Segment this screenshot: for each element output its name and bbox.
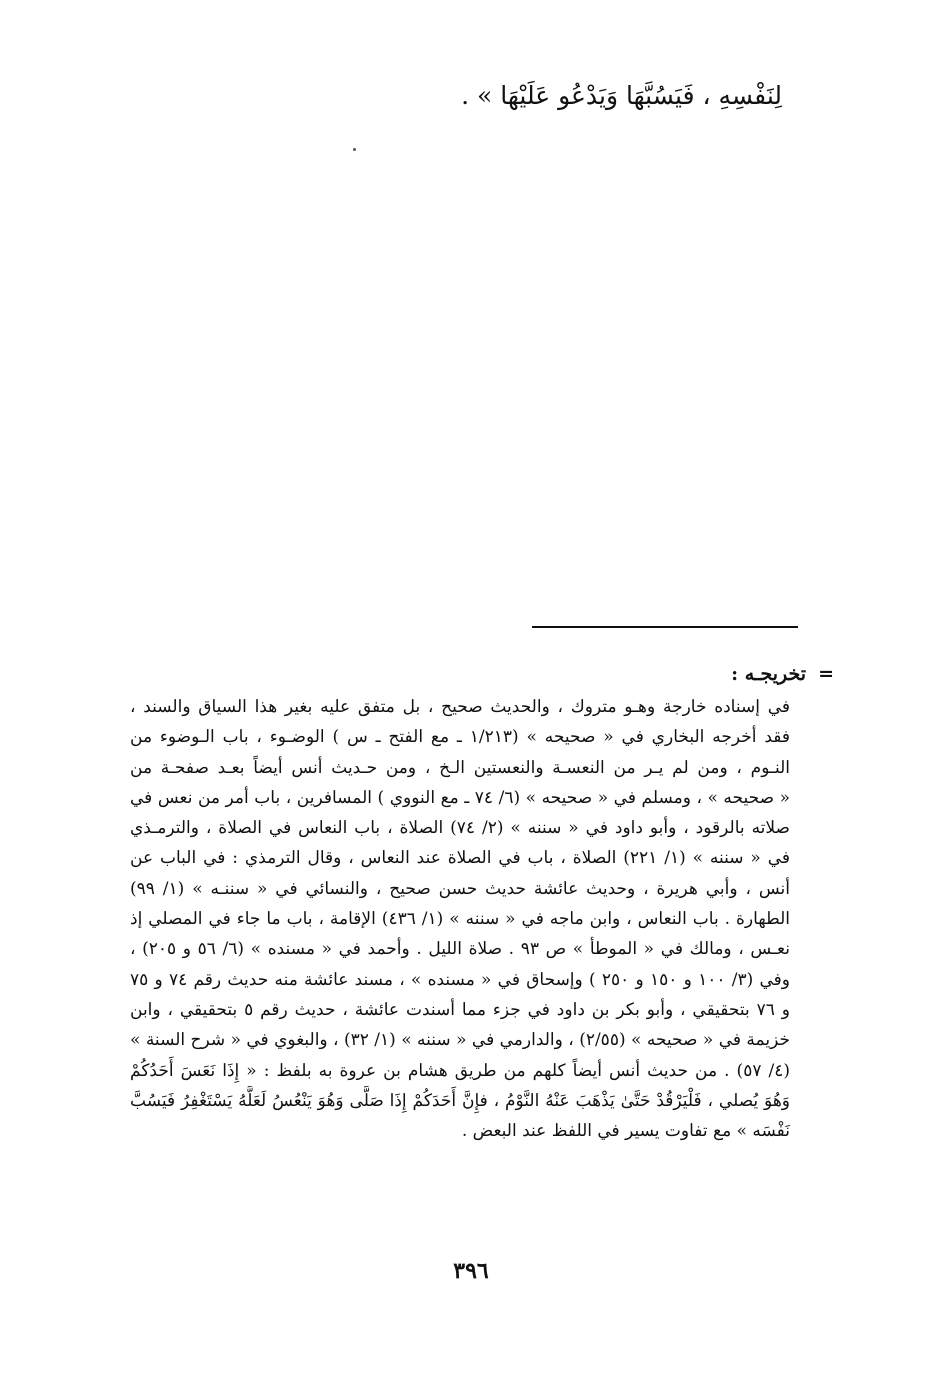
- footnote-line: في « سننه » (١/ ٢٢١) الصلاة ، باب في الصلاة عند النعاس ، وقال الترمذي : في الباب عن: [130, 848, 790, 869]
- footnote-heading-label: تخريجـه :: [731, 663, 807, 685]
- footnote-line: أنس ، وأبي هريرة ، وحديث عائشة حديث حسن صحيح ، والنسائي في « سننـه » (١/ ٩٩): [130, 878, 790, 899]
- footnote-marker: =: [818, 663, 834, 685]
- footnote-body: [130, 692, 790, 1146]
- footnote-line: في إسناده خارجة وهـو متروك ، والحديث صحيح ، بل متفق عليه بغير هذا السياق والسند ،: [130, 697, 790, 717]
- hadith-continuation-text: لِنَفْسِهِ ، فَيَسُبَّهَا وَيَدْعُو عَلَيْهَا » .: [461, 81, 782, 110]
- footnote-separator-rule: [532, 626, 798, 628]
- footnote-line: الطهارة . باب النعاس ، وابن ماجه في « سننه » (١/ ٤٣٦) الإقامة ، باب ما جاء في المصلي إذ: [130, 909, 790, 930]
- footnote-line: وفي (٣/ ١٠٠ و ١٥٠ و ٢٥٠ ) وإسحاق في « مسنده » ، مسند عائشة منه حديث رقم ٧٤ و ٧٥: [130, 969, 790, 990]
- footnote-line: فقد أخرجه البخاري في « صحيحه » (١/٢١٣ ـ مع الفتح ـ س ) الوضـوء ، باب الـوضوء من: [130, 727, 790, 748]
- footnote-heading: [731, 657, 834, 691]
- footnote-line: خزيمة في « صحيحه » (٢/٥٥) ، والدارمي في « سننه » (١/ ٣٢) ، والبغوي في « شرح السنة »: [130, 1030, 790, 1051]
- footnote-line: « صحيحه » ، ومسلم في « صحيحه » (٦/ ٧٤ ـ مع النووي ) المسافرين ، باب أمر من نعس في: [130, 787, 790, 808]
- footnote-line: نعـس ، ومالك في « الموطأ » ص ٩٣ . صلاة الليل . وأحمد في « مسنده » (٦/ ٥٦ و ٢٠٥) ،: [130, 939, 790, 960]
- print-speck: [353, 148, 356, 151]
- footnote-line: صلاته بالرقود ، وأبو داود في « سننه » (٢/ ٧٤) الصلاة ، باب النعاس في الصلاة ، والترمـذي: [130, 818, 790, 839]
- page-number: ٣٩٦: [453, 1258, 489, 1284]
- footnote-line: النـوم ، ومن لم يـر من النعسـة والنعستين الـخ ، ومن حـديث أنس أيضاً بعـد صفحـة من: [130, 757, 790, 778]
- footnote-line: و ٧٦ بتحقيقي ، وأبو بكر بن داود في جزء مما أسندت عائشة ، حديث رقم ٥ بتحقيقي ، وابن: [130, 999, 790, 1020]
- footnote-line: نَفْسَه » مع تفاوت يسير في اللفظ عند البعض .: [461, 1121, 790, 1142]
- footnote-line: وَهُوَ يُصلي ، فَلْيَرْقُدْ حَتَّىٰ يَذْهَبَ عَنْهُ النَّوْمُ ، فإِنَّ أَحَدَكُمْ إِذَا صَلَّى وَهُوَ يَنْعُسُ لَعَلَّهُ يَسْتَغْفِرُ فَيَسُبَّ: [130, 1090, 790, 1111]
- footnote-line: (٤/ ٥٧) . من حديث أنس أيضاً كلهم من طريق هشام بن عروة به بلفظ : « إِذَا نَعَسَ أَحَدُكُمْ: [130, 1060, 790, 1081]
